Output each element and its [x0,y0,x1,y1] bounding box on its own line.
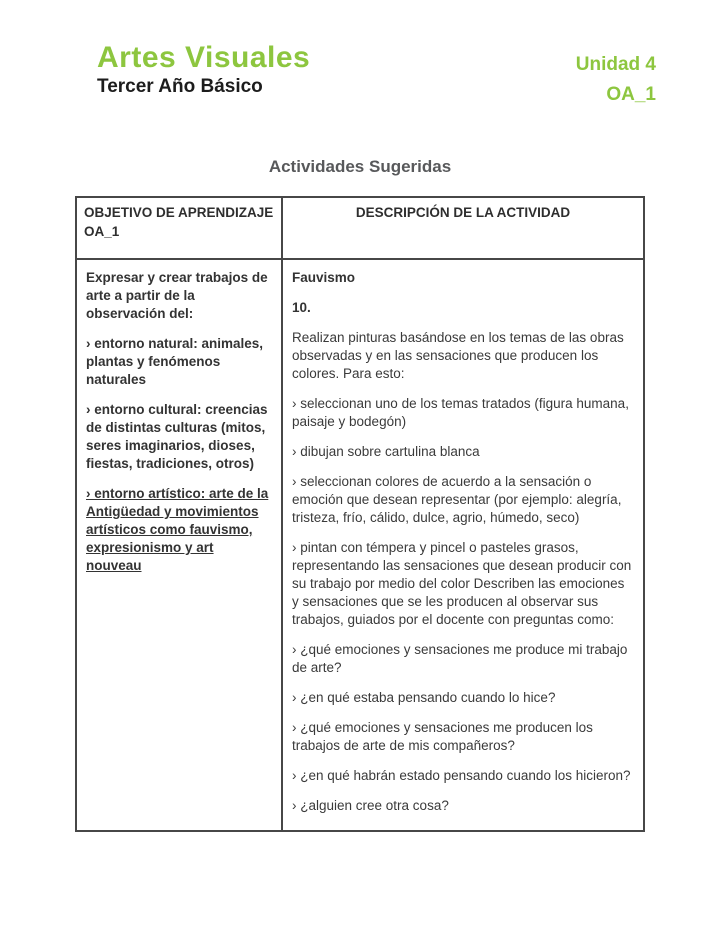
activity-paragraph: › ¿qué emociones y sensaciones me producen los trabajos de arte de mis compañeros? [292,720,593,753]
objective-bullet: › entorno cultural: creencias de distintas culturas (mitos, seres imaginarios, dioses, fiestas, tradiciones, otros) [86,402,268,471]
activity-paragraph: › ¿qué emociones y sensaciones me produce mi trabajo de arte? [292,642,628,675]
objective-bullets [86,335,272,575]
doc-header-right [576,42,656,110]
activity-paragraph: › dibujan sobre cartulina blanca [292,444,480,459]
objective-bullet: › entorno natural: animales, plantas y fenómenos naturales [86,336,264,387]
objective-bullet: › entorno artístico: arte de la Antigüedad y movimientos artísticos como fauvismo, expresionismo y art nouveau [86,486,269,573]
oa-label: OA_1 [606,84,656,105]
activity-paragraph: › ¿en qué habrán estado pensando cuando los hicieron? [292,768,631,783]
grade-subtitle: Tercer Año Básico [97,76,263,97]
table-row [76,259,644,831]
activity-paragraph: › seleccionan uno de los temas tratados (figura humana, paisaje y bodegón) [292,396,629,429]
activity-paragraph: Realizan pinturas basándose en los temas de las obras observadas y en las sensaciones que producen los colores. Para esto: [292,330,624,381]
activity-topic: Fauvismo [292,270,356,285]
activity-paragraphs [292,329,634,815]
activity-paragraph: › ¿alguien cree otra cosa? [292,798,449,813]
objective-intro: Expresar y crear trabajos de arte a partir de la observación del: [86,270,268,321]
description-cell [282,259,644,831]
activity-paragraph: › seleccionan colores de acuerdo a la sensación o emoción que desean representar (por ejemplo: alegría, tristeza, frío, cálido, dulce, agrio, húmedo, seco) [292,474,622,525]
activity-paragraph: › pintan con témpera y pincel o pasteles grasos, representando las sensaciones que desean producir con su trabajo por medio del color Describen las emociones y sensaciones que se les producen al observar sus trabajos, guiados por el docente con preguntas como: [292,540,632,627]
course-title: Artes Visuales [97,41,311,74]
activity-table [75,196,645,832]
objective-cell [76,259,282,831]
table-header-row [76,197,644,259]
section-title: Actividades Sugeridas [268,157,452,176]
description-column-header: DESCRIPCIÓN DE LA ACTIVIDAD [282,197,644,259]
doc-header-left [97,42,310,98]
unit-label: Unidad 4 [575,54,656,75]
activity-paragraph: › ¿en qué estaba pensando cuando lo hice? [292,690,556,705]
doc-header [0,0,720,110]
objective-column-header: OBJETIVO DE APRENDIZAJE OA_1 [76,197,282,259]
activity-number: 10. [292,300,311,315]
